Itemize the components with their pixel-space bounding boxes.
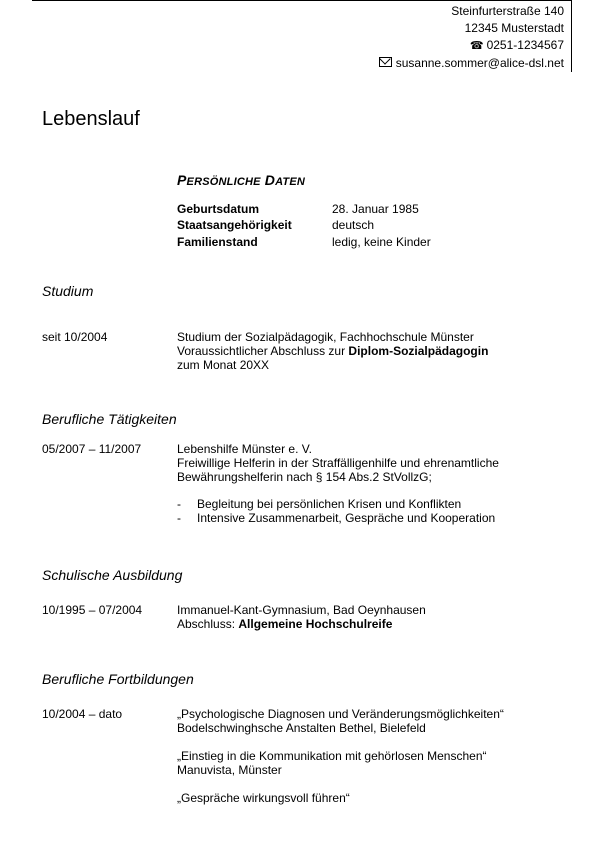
fortbildung-item-1 (177, 707, 577, 735)
bullet-text: Intensive Zusammenarbeit, Gespräche und Kooperation (197, 511, 496, 525)
header-top-rule (32, 0, 572, 1)
page-title: Lebenslauf (42, 108, 140, 130)
address-city: 12345 Musterstadt (464, 21, 564, 35)
personal-row-birthdate (177, 201, 419, 218)
section-heading-beruf: Berufliche Tätigkeiten (42, 411, 177, 427)
beruf-line-3: Bewährungshelferin nach § 154 Abs.2 StVollzG; (177, 470, 432, 484)
beruf-line-2: Freiwillige Helferin in der Straffälligenhilfe und ehrenamtliche (177, 456, 499, 470)
fortbildung-title: „Einstieg in die Kommunikation mit gehörlosen Menschen“ (177, 749, 487, 763)
schule-line-1: Immanuel-Kant-Gymnasium, Bad Oeynhausen (177, 603, 426, 617)
personal-row-marital-status (177, 234, 431, 251)
personal-row-nationality (177, 217, 374, 234)
mail-icon (379, 57, 392, 67)
beruf-date: 05/2007 – 11/2007 (42, 442, 142, 456)
fortbildung-org: Manuvista, Münster (177, 763, 282, 777)
beruf-bullet (177, 497, 461, 511)
beruf-line-1: Lebenshilfe Münster e. V. (177, 442, 312, 456)
schule-degree: Allgemeine Hochschulreife (238, 617, 393, 631)
studium-line-1: Studium der Sozialpädagogik, Fachhochschule Münster (177, 330, 474, 344)
bullet-dash: - (177, 511, 181, 525)
address-street: Steinfurterstraße 140 (451, 4, 564, 18)
beruf-bullet (177, 511, 495, 525)
studium-line-2 (177, 344, 577, 358)
heading-letter-p: P (177, 172, 187, 188)
studium-date: seit 10/2004 (42, 330, 108, 344)
personal-value: deutsch (332, 218, 375, 232)
studium-line-2-prefix: Voraussichtlicher Abschluss zur (177, 344, 349, 358)
personal-value: ledig, keine Kinder (332, 235, 431, 249)
heading-rest-2: ATEN (275, 176, 306, 188)
address-phone-line (379, 37, 564, 55)
bullet-dash: - (177, 497, 181, 511)
fortbildung-item-3 (177, 791, 577, 805)
phone-icon: ☎ (469, 40, 484, 52)
schule-entry (177, 603, 577, 631)
heading-rest-1: ERSÖNLICHE (186, 176, 261, 188)
personal-data-heading (177, 172, 305, 188)
studium-line-3: zum Monat 20XX (177, 358, 270, 372)
fortbildung-item-2 (177, 749, 577, 777)
fortbildung-title: „Psychologische Diagnosen und Veränderungsmöglichkeiten“ (177, 707, 504, 721)
fortbildung-title: „Gespräche wirkungsvoll führen“ (177, 791, 350, 805)
studium-entry (177, 330, 577, 372)
header-right-rule (571, 0, 572, 72)
schule-line-2-prefix: Abschluss: (177, 617, 239, 631)
sender-address (379, 3, 564, 72)
fortbildung-org: Bodelschwinghsche Anstalten Bethel, Bielefeld (177, 721, 426, 735)
address-email-line (379, 55, 564, 72)
personal-label: Familienstand (177, 235, 258, 249)
section-heading-studium: Studium (42, 283, 94, 299)
fortbildung-date: 10/2004 – dato (42, 707, 123, 721)
personal-label: Staatsangehörigkeit (177, 218, 292, 232)
schule-line-2 (177, 617, 577, 631)
section-heading-schule: Schulische Ausbildung (42, 567, 183, 583)
address-email[interactable]: susanne.sommer@alice-dsl.net (395, 56, 564, 70)
beruf-entry (177, 442, 577, 484)
personal-value: 28. Januar 1985 (332, 202, 419, 216)
bullet-text: Begleitung bei persönlichen Krisen und Konflikten (197, 497, 462, 511)
address-phone: 0251-1234567 (486, 38, 564, 52)
section-heading-fortbildung: Berufliche Fortbildungen (42, 671, 194, 687)
personal-label: Geburtsdatum (177, 202, 260, 216)
heading-letter-d: D (264, 172, 276, 188)
schule-date: 10/1995 – 07/2004 (42, 603, 143, 617)
studium-degree: Diplom-Sozialpädagogin (348, 344, 489, 358)
